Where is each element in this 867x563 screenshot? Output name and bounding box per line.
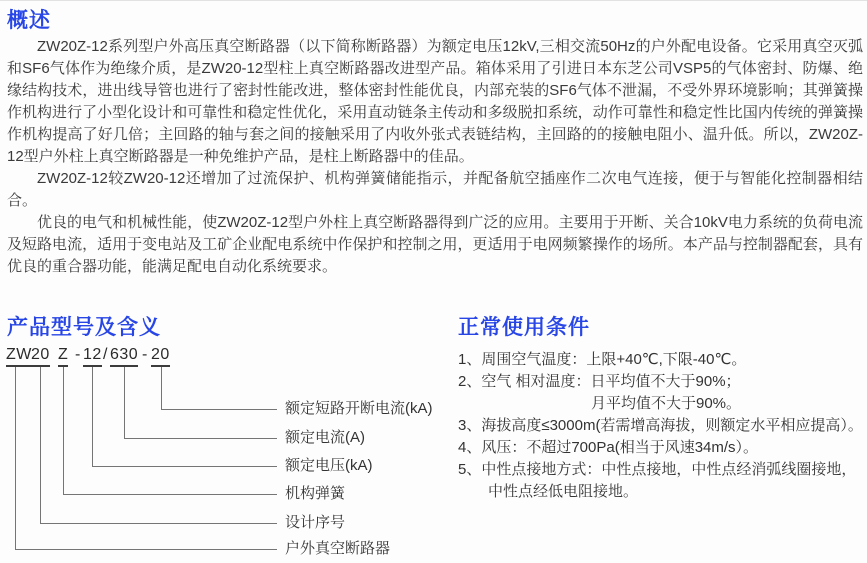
overview-paragraph: ZW20Z-12系列型户外高压真空断路器（以下简称断路器）为额定电压12kV,三相交流50Hz的户外配电设备。它采用真空灭弧和SF6气体作为绝缘介质，是ZW20-12型柱上真空断路器改进型产品。箱体采用了引进日本东芝公司VSP5的气体密封、防爆、绝缘结构技术，进出线导管也进行了密封性能改进，整体密封性能优良，内部充装的SF6气体不泄漏，不受外界环境影响；其弹簧操作机构进行了小型化设计和可靠性和稳定性优化，采用直动链条主传动和多级脱扣系统，动作可靠性和稳定性比国内传统的弹簧操作机构提高了好几倍；主回路的轴与套之间的接触采用了内收外张式表链结构，主回路的的接触电阻小、温升低。所以，ZW20Z-12型户外柱上真空断路器是一种免维护产品，是柱上断路器中的佳品。: [7, 38, 863, 165]
model-code-separator: -: [75, 346, 81, 363]
model-field-label: 机构弹簧: [285, 485, 346, 502]
connector-vertical-line: [63, 365, 64, 494]
conditions-list: [458, 349, 863, 503]
connector-horizontal-line: [15, 549, 277, 550]
condition-item-line: 2、空气 相对温度：日平均值不大于90%；: [458, 373, 741, 390]
overview-paragraph: ZW20Z-12较ZW20-12还增加了过流保护、机构弹簧储能指示，并配备航空插座作二次电气连接，便于与智能化控制器相结合。: [7, 170, 863, 209]
conditions-heading: 正常使用条件: [458, 316, 590, 339]
model-code-segment: Z: [58, 346, 68, 367]
model-field-label: 额定电压(kA): [285, 457, 373, 474]
model-code-segment: 20: [31, 346, 50, 367]
model-field-label: 户外真空断路器: [285, 540, 391, 557]
condition-item-line: 4、风压：不超过700Pa(相当于风速34m/s）。: [458, 439, 759, 456]
connector-vertical-line: [124, 365, 125, 438]
condition-item-line: 中性点经低电阻接地。: [488, 483, 639, 500]
model-code-segment: 12: [83, 346, 102, 367]
overview-paragraphs: [7, 36, 863, 278]
model-field-label: 额定短路开断电流(kA): [285, 400, 433, 417]
condition-item-line: 月平均值不大于90%。: [591, 395, 742, 412]
connector-vertical-line: [92, 365, 93, 466]
connector-horizontal-line: [92, 466, 277, 467]
model-field-label: 额定电流(A): [285, 429, 365, 446]
overview-paragraph: 优良的电气和机械性能，使ZW20Z-12型户外柱上真空断路器得到广泛的应用。主要用于开断、关合10kV电力系统的负荷电流及短路电流，适用于变电站及工矿企业配电系统中作保护和控制之用，更适用于电网频繁操作的场所。本产品与控制器配套，具有优良的重合器功能，能满足配电自动化系统要求。: [7, 214, 863, 275]
model-code-separator: -: [142, 346, 148, 363]
condition-item-line: 3、海拔高度≤3000m(若需增高海拔，则额定水平相应提高）。: [458, 417, 863, 434]
connector-vertical-line: [161, 365, 162, 409]
overview-heading: 概述: [7, 9, 51, 32]
model-field-label: 设计序号: [285, 514, 346, 531]
condition-item-line: 5、中性点接地方式：中性点接地，中性点经消弧线圈接地，: [458, 461, 857, 478]
connector-horizontal-line: [40, 523, 277, 524]
connector-horizontal-line: [161, 409, 277, 410]
condition-item-line: 1、周围空气温度：上限+40℃,下限-40℃。: [458, 351, 747, 368]
model-code-separator: /: [103, 346, 108, 363]
model-section-heading: 产品型号及含义: [7, 316, 161, 339]
connector-horizontal-line: [63, 494, 277, 495]
model-code-segment: 630: [110, 346, 138, 367]
model-code-segment: ZW: [6, 346, 32, 367]
connector-vertical-line: [40, 365, 41, 523]
connector-vertical-line: [15, 365, 16, 549]
model-code-segment: 20: [151, 346, 170, 367]
connector-horizontal-line: [124, 438, 277, 439]
